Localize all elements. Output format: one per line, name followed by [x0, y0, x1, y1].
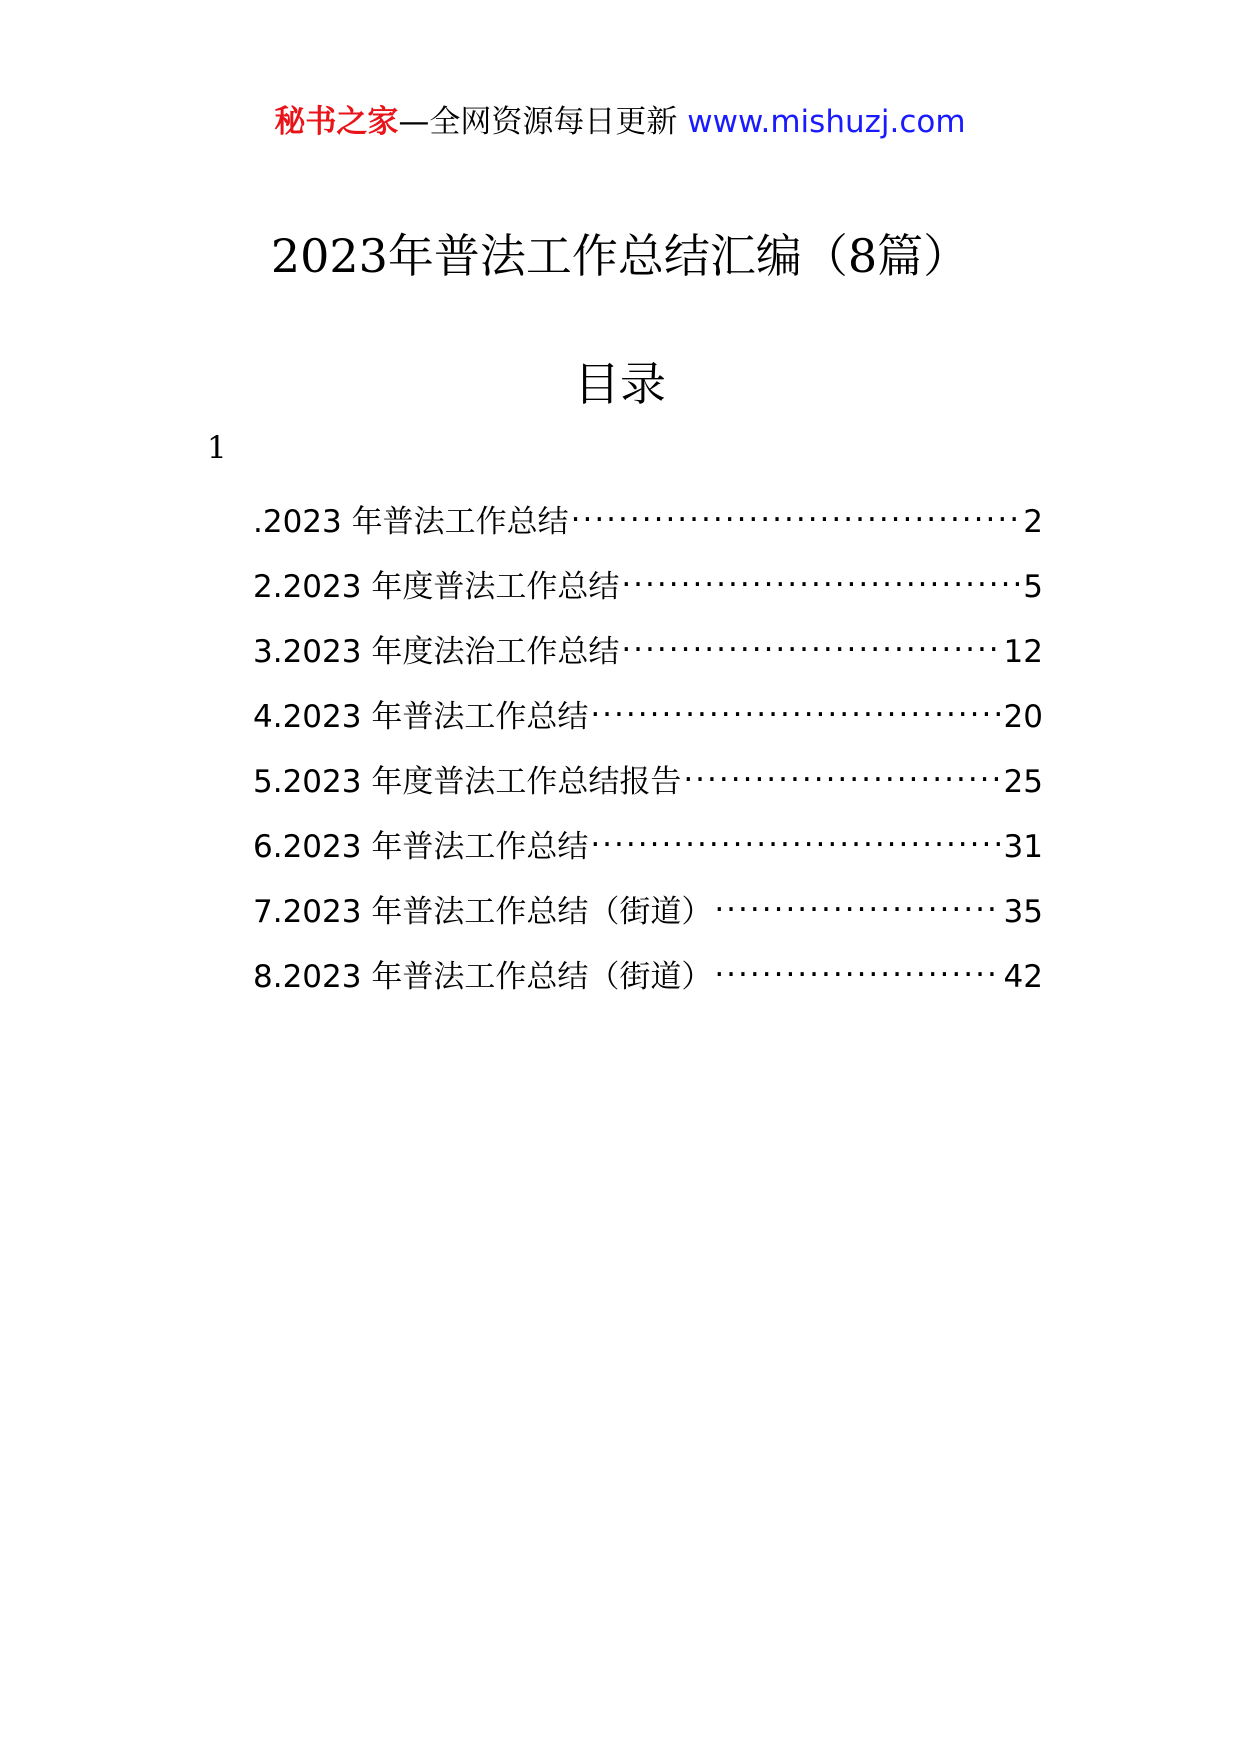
document-title: [0, 228, 1240, 284]
toc-entry-page: 42: [1003, 959, 1043, 995]
toc-dot-leader: [621, 555, 1021, 597]
toc-entry[interactable]: [253, 750, 1043, 815]
toc-entry-page: 25: [1003, 764, 1043, 800]
toc-entry[interactable]: [253, 620, 1043, 685]
toc-list: [253, 490, 1043, 1010]
toc-dot-leader: [590, 815, 1001, 857]
toc-entry-label: 8.2023 年普法工作总结（街道）: [253, 959, 713, 995]
toc-entry[interactable]: [253, 815, 1043, 880]
title-suffix: 篇）: [877, 229, 970, 283]
toc-heading: 目录: [574, 357, 666, 411]
toc-dot-leader: [571, 490, 1022, 532]
toc-entry-page: 20: [1003, 699, 1043, 735]
toc-entry[interactable]: [253, 555, 1043, 620]
title-count: 8: [847, 229, 878, 283]
toc-entry[interactable]: [253, 880, 1043, 945]
toc-entry-page: 5: [1023, 569, 1043, 605]
site-url-link[interactable]: www.mishuzj.com: [687, 104, 966, 140]
toc-entry[interactable]: [253, 685, 1043, 750]
toc-entry-label: 4.2023 年普法工作总结: [253, 699, 589, 735]
toc-dot-leader: [714, 945, 1001, 987]
title-year: 2023: [270, 229, 388, 283]
toc-entry-label: 6.2023 年普法工作总结: [253, 829, 589, 865]
toc-entry-page: 12: [1003, 634, 1043, 670]
toc-dot-leader: [683, 750, 1001, 792]
toc-dot-leader: [714, 880, 1001, 922]
brand-name: 秘书之家: [274, 104, 399, 140]
list-number: 1: [207, 430, 227, 466]
toc-dot-leader: [590, 685, 1001, 727]
toc-entry-label: 3.2023 年度法治工作总结: [253, 634, 620, 670]
toc-entry-label: 5.2023 年度普法工作总结报告: [253, 764, 682, 800]
toc-dot-leader: [621, 620, 1001, 662]
toc-entry-label: 7.2023 年普法工作总结（街道）: [253, 894, 713, 930]
toc-entry-label: .2023 年普法工作总结: [253, 504, 569, 540]
title-text: 年普法工作总结汇编（: [387, 229, 848, 283]
toc-entry[interactable]: [253, 490, 1043, 555]
toc-entry-label: 2.2023 年度普法工作总结: [253, 569, 620, 605]
toc-entry-page: 2: [1023, 504, 1043, 540]
header-tagline: —全网资源每日更新: [398, 104, 678, 140]
toc-entry-page: 31: [1003, 829, 1043, 865]
site-header: [0, 102, 1240, 142]
toc-entry-page: 35: [1003, 894, 1043, 930]
toc-entry[interactable]: [253, 945, 1043, 1010]
